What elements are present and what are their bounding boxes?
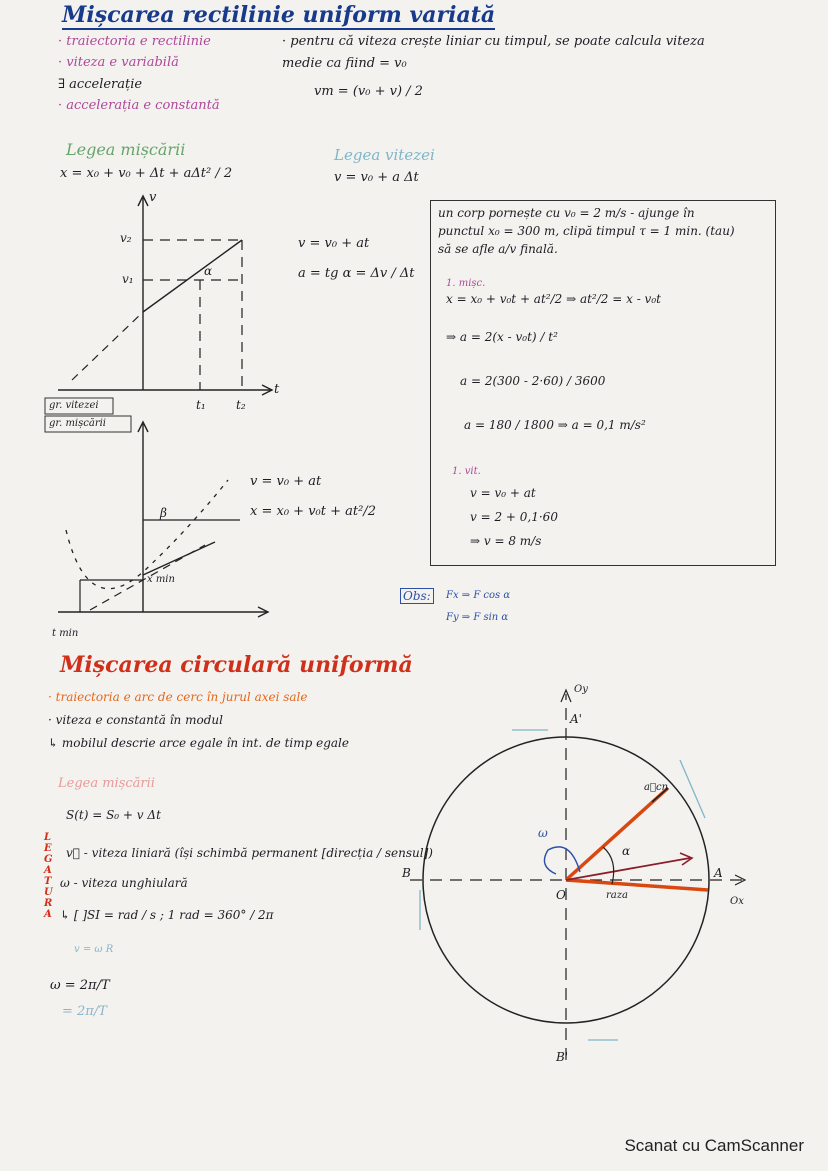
problem-step4-eq: a = 180 / 1800 ⇒ a = 0,1 m/s²	[464, 418, 646, 432]
note-line-2: medie ca fiind = v₀	[282, 56, 407, 71]
title-uniform-variated-motion: Mișcarea rectilinie uniform variată	[62, 2, 496, 28]
graph2-tangent	[143, 542, 215, 575]
obs-label: Obs:	[400, 588, 434, 604]
problem-step2-eq: ⇒ a = 2(x - v₀t) / t²	[446, 330, 558, 344]
list-item-speed: · viteza e variabilă	[58, 55, 179, 70]
circ-list-trajectory: · traiectoria e arc de cerc în jurul axei sale	[48, 690, 308, 704]
list-item-trajectory: · traiectoria e rectilinie	[58, 34, 211, 49]
problem-statement-2: punctul x₀ = 300 m, clipă timpul τ = 1 min. (tau)	[438, 224, 735, 238]
def-linear-speed: v⃗ - viteza liniară (își schimbă permanent [direcția / sensul])	[66, 846, 433, 860]
origin-label: O	[556, 888, 566, 902]
def-angular-speed: ω - viteza unghiulară	[60, 876, 188, 890]
problem-step7-eq: ⇒ v = 8 m/s	[470, 534, 542, 548]
point-b: B	[402, 866, 411, 880]
graph1-v-label: v	[149, 190, 157, 205]
def-faint-relation: v = ω R	[74, 944, 114, 955]
graph1-t2-label: t₂	[236, 398, 246, 412]
graph2-eq-speed: v = v₀ + at	[250, 474, 322, 489]
note-line-1: · pentru că viteza crește liniar cu timpul, se poate calcula viteza	[282, 34, 705, 49]
acn-label: a⃗cn	[644, 782, 669, 793]
point-b-prime: B'	[556, 1050, 569, 1064]
graph1-speed-line	[143, 240, 242, 312]
obs-fx: Fx ⇒ F cos α	[446, 590, 511, 601]
graph1-eq-speed: v = v₀ + at	[298, 236, 370, 251]
problem-statement-1: un corp pornește cu v₀ = 2 m/s - ajunge în	[438, 206, 695, 220]
radius-label: raza	[606, 890, 628, 901]
problem-step5-eq: v = v₀ + at	[470, 486, 536, 500]
graph2-xmin-label: x min	[147, 574, 175, 585]
graph1-t-axis-label: t	[274, 382, 280, 397]
graph2-parabola	[66, 480, 228, 589]
def-unit: ↳ [ ]SI = rad / s ; 1 rad = 360° / 2π	[60, 908, 274, 922]
point-a: A	[714, 866, 723, 880]
problem-step6-eq: v = 2 + 0,1·60	[470, 510, 558, 524]
omega-formula: ω = 2π/T	[50, 978, 110, 993]
graph2-eq-motion: x = x₀ + v₀t + at²/2	[250, 504, 376, 519]
note-vm-formula: vm = (v₀ + v) / 2	[314, 84, 423, 99]
scanner-footer: Scanat cu CamScanner	[624, 1136, 804, 1155]
graph1-v1-label: v₁	[122, 272, 134, 286]
list-item-acc-constant: · accelerația e constantă	[58, 98, 220, 113]
list-item-acceleration: ∃ accelerație	[58, 77, 143, 92]
graph2-beta-label: β	[160, 506, 167, 520]
alpha-arc	[603, 847, 614, 884]
omega-formula-2: = 2π/T	[62, 1004, 107, 1019]
graph1-alpha-label: α	[204, 264, 213, 278]
oy-label: Oy	[574, 684, 588, 695]
title-uniform-circular-motion: Mișcarea circulară uniformă	[60, 652, 413, 678]
law-of-speed-label: Legea vitezei	[334, 146, 435, 164]
ox-label: Ox	[730, 896, 744, 907]
circ-list-arcs: ↳ mobilul descrie arce egale în int. de timp egale	[48, 736, 349, 750]
problem-step3-eq: a = 2(300 - 2·60) / 3600	[460, 374, 606, 388]
omega-label: ω	[538, 826, 548, 840]
graph1-extrapolation	[72, 312, 143, 380]
vertical-label: LEGATURA	[44, 832, 53, 920]
alpha-label: α	[622, 844, 631, 858]
graph1-eq-accel: a = tg α = Δv / Δt	[298, 266, 415, 281]
graph1-v2-label: v₂	[120, 231, 132, 245]
problem-step1-eq: x = x₀ + v₀t + at²/2 ⇒ at²/2 = x - v₀t	[446, 292, 661, 306]
obs-fy: Fy ⇒ F sin α	[446, 612, 509, 623]
problem-step5-label: 1. vit.	[452, 466, 481, 477]
graph2-tmin-label: t min	[52, 628, 79, 639]
circ-law-label: Legea mișcării	[58, 776, 155, 791]
radius-line	[566, 880, 708, 890]
circ-list-speed: · viteza e constantă în modul	[48, 713, 223, 727]
law-of-motion-label: Legea mișcării	[66, 140, 186, 159]
tangent-velocity-right	[680, 760, 705, 818]
circ-law-formula: S(t) = S₀ + v Δt	[66, 808, 161, 822]
gr-miscarii-label: gr. mișcării	[49, 418, 106, 429]
graph1-t1-label: t₁	[196, 398, 206, 412]
law-of-speed-formula: v = v₀ + a Δt	[334, 170, 419, 185]
problem-statement-3: să se afle a/v finală.	[438, 242, 558, 256]
problem-step1-label: 1. mișc.	[446, 278, 486, 289]
point-a-prime: A'	[570, 712, 582, 726]
gr-viteze-label: gr. vitezei	[49, 400, 99, 411]
law-of-motion-formula: x = x₀ + v₀ + Δt + aΔt² / 2	[60, 166, 233, 181]
